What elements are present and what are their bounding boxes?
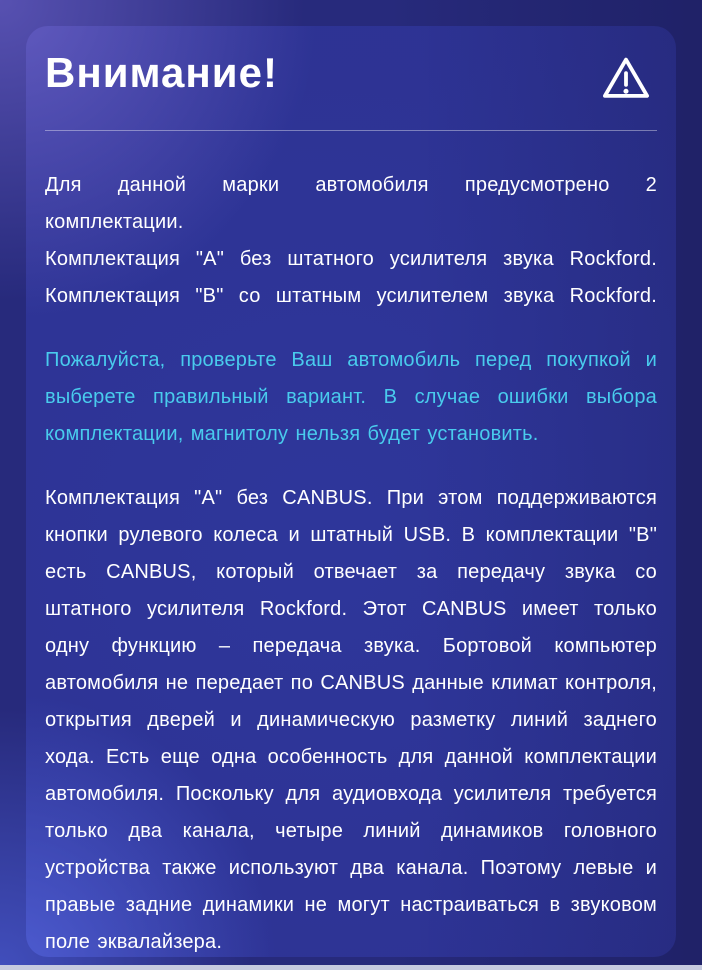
notice-card	[26, 26, 676, 957]
divider	[45, 130, 657, 131]
notice-content	[26, 26, 676, 961]
page-title: Внимание!	[45, 49, 278, 96]
paragraph-equipment	[45, 167, 657, 315]
bottom-edge-strip	[0, 965, 702, 970]
paragraph-check-warning: Пожалуйста, проверьте Ваш автомобиль перед покупкой и выберете правильный вариант. В случае ошибки выбора комплектации, магнитолу нельзя будет установить.	[45, 349, 657, 446]
paragraph-canbus-details: Комплектация "А" без CANBUS. При этом поддерживаются кнопки рулевого колеса и штатный USB. В комплектации "В" есть CANBUS, который отвечает за передачу звука со штатного усилителя Rockford. Этот CANBUS имеет только одну функцию – передача звука. Бортовой компьютер автомобиля не передает по CANBUS данные климат контроля, открытия дверей и динамическую разметку линий заднего хода. Есть еще одна особенность для данной комплектации автомобиля. Поскольку для аудиовхода усилителя требуется только два канала, четыре линий динамиков головного устройства также используют два канала. Поэтому левые и правые задние динамики не могут настраиваться в звуковом поле эквалайзера.	[45, 487, 657, 954]
warning-triangle-icon	[598, 52, 654, 106]
notice-text	[45, 167, 657, 961]
paragraph-line: Комплектация "В" со штатным усилителем звука Rockford.	[45, 285, 657, 308]
paragraph-line: Комплектация "А" без штатного усилителя звука Rockford.	[45, 248, 657, 271]
paragraph-line: Для данной марки автомобиля предусмотрено 2 комплектации.	[45, 174, 657, 234]
